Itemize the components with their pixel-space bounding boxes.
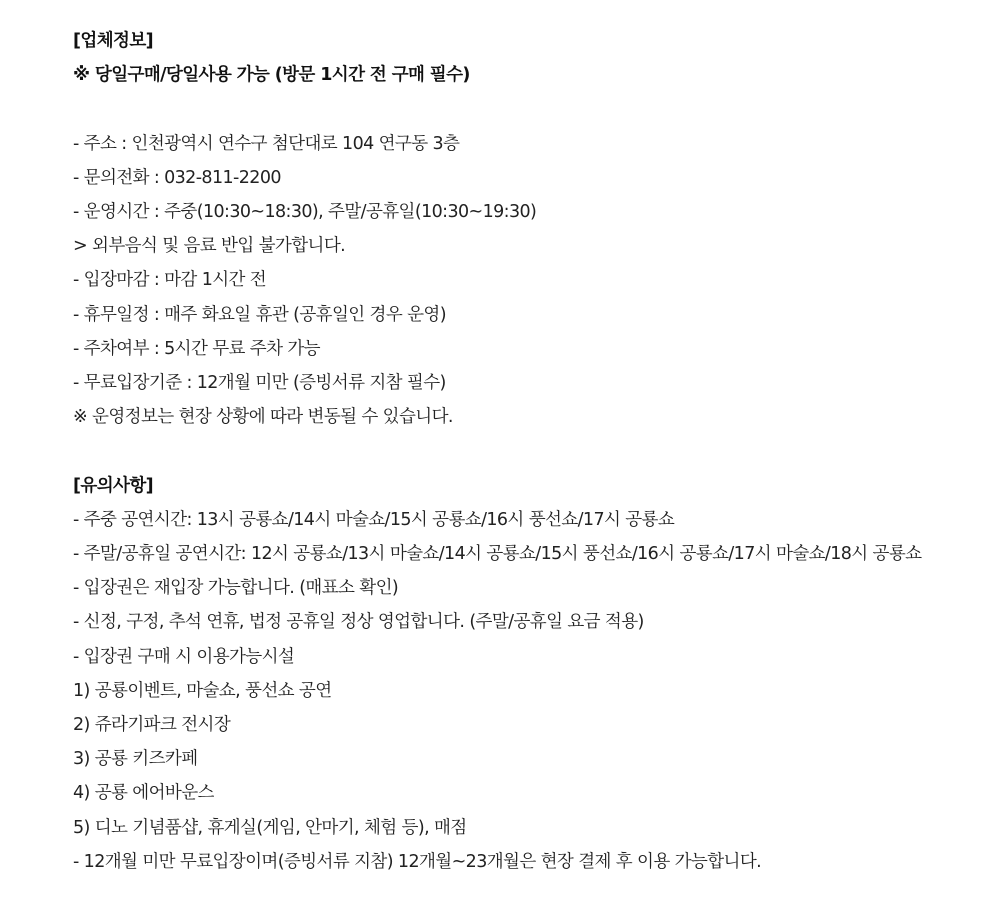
facility-item-2: 2) 쥬라기파크 전시장 xyxy=(73,715,231,736)
phone-line: - 문의전화 : 032-811-2200 xyxy=(73,167,281,188)
outside-food-line: > 외부음식 및 음료 반입 불가합니다. xyxy=(73,236,346,257)
hours-line: - 운영시간 : 주중(10:30~18:30), 주말/공휴일(10:30~19:30) xyxy=(73,202,537,222)
facilities-intro-line: - 입장권 구매 시 이용가능시설 xyxy=(73,646,295,667)
parking-line: - 주차여부 : 5시간 무료 주차 가능 xyxy=(73,338,320,359)
facility-item-3: 3) 공룡 키즈카페 xyxy=(73,749,198,770)
last-entry-line: - 입장마감 : 마감 1시간 전 xyxy=(73,270,267,291)
info-document xyxy=(73,24,973,879)
address-line: - 주소 : 인천광역시 연수구 첨단대로 104 연구동 3층 xyxy=(73,133,460,154)
company-info-heading: [업체정보] xyxy=(73,31,154,51)
infant-entry-line: - 12개월 미만 무료입장이며(증빙서류 지참) 12개월~23개월은 현장 결제 후 이용 가능합니다. xyxy=(73,851,762,872)
reentry-line: - 입장권은 재입장 가능합니다. (매표소 확인) xyxy=(73,578,399,599)
free-entry-line: - 무료입장기준 : 12개월 미만 (증빙서류 지참 필수) xyxy=(73,373,446,394)
notes-heading: [유의사항] xyxy=(73,475,154,496)
spacer xyxy=(73,434,973,468)
weekday-show-times-line: - 주중 공연시간: 13시 공룡쇼/14시 마술쇼/15시 공룡쇼/16시 풍선쇼/17시 공룡쇼 xyxy=(73,509,675,530)
spacer xyxy=(73,92,973,126)
weekend-show-times-line: - 주말/공휴일 공연시간: 12시 공룡쇼/13시 마술쇼/14시 공룡쇼/15시 풍선쇼/16시 공룡쇼/17시 마술쇼/18시 공룡쇼 xyxy=(73,544,922,565)
holiday-hours-line: - 신정, 구정, 추석 연휴, 법정 공휴일 정상 영업합니다. (주말/공휴일 요금 적용) xyxy=(73,612,644,633)
closed-days-line: - 휴무일정 : 매주 화요일 휴관 (공휴일인 경우 운영) xyxy=(73,304,446,325)
facility-item-5: 5) 디노 기념품샵, 휴게실(게임, 안마기, 체험 등), 매점 xyxy=(73,817,467,838)
facility-item-1: 1) 공룡이벤트, 마술쇼, 풍선쇼 공연 xyxy=(73,680,332,701)
facility-item-4: 4) 공룡 에어바운스 xyxy=(73,783,214,804)
same-day-purchase-notice: ※ 당일구매/당일사용 가능 (방문 1시간 전 구매 필수) xyxy=(73,65,470,86)
change-notice-line: ※ 운영정보는 현장 상황에 따라 변동될 수 있습니다. xyxy=(73,407,453,428)
